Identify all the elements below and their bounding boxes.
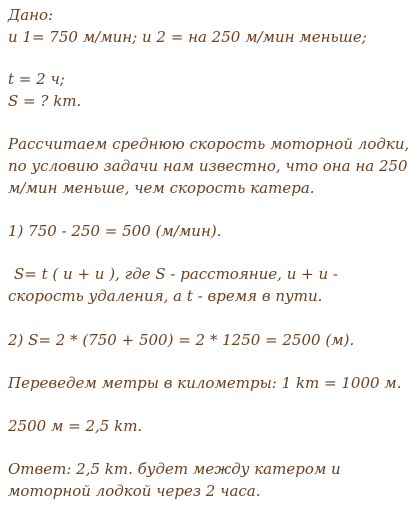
given-time: t = 2 ч; <box>8 70 65 88</box>
converted-result: 2500 м = 2,5 km. <box>8 417 143 435</box>
conversion-line: Переведем метры в километры: 1 km = 1000 м. <box>8 374 402 392</box>
paragraph-line: по условию задачи нам известно, что она на 250 <box>8 157 408 175</box>
paragraph-line: Рассчитаем среднюю скорость моторной лодки, <box>8 135 410 153</box>
given-header: Дано: <box>8 6 54 24</box>
paragraph-line: м/мин меньше, чем скорость катера. <box>8 179 315 197</box>
answer-line: моторной лодкой через 2 часа. <box>8 482 261 500</box>
answer-line: Ответ: 2,5 km. будет между катером и <box>8 460 341 478</box>
step-one: 1) 750 - 250 = 500 (м/мин). <box>8 222 222 240</box>
given-distance: S = ? km. <box>8 92 82 110</box>
formula-line: S= t ( u + u ), где S - расстояние, u + u - <box>14 265 338 283</box>
step-two: 2) S= 2 * (750 + 500) = 2 * 1250 = 2500 (м). <box>8 331 355 349</box>
formula-line: скорость удаления, а t - время в пути. <box>8 287 323 305</box>
given-speeds: u 1= 750 м/мин; u 2 = на 250 м/мин меньше; <box>8 28 367 46</box>
